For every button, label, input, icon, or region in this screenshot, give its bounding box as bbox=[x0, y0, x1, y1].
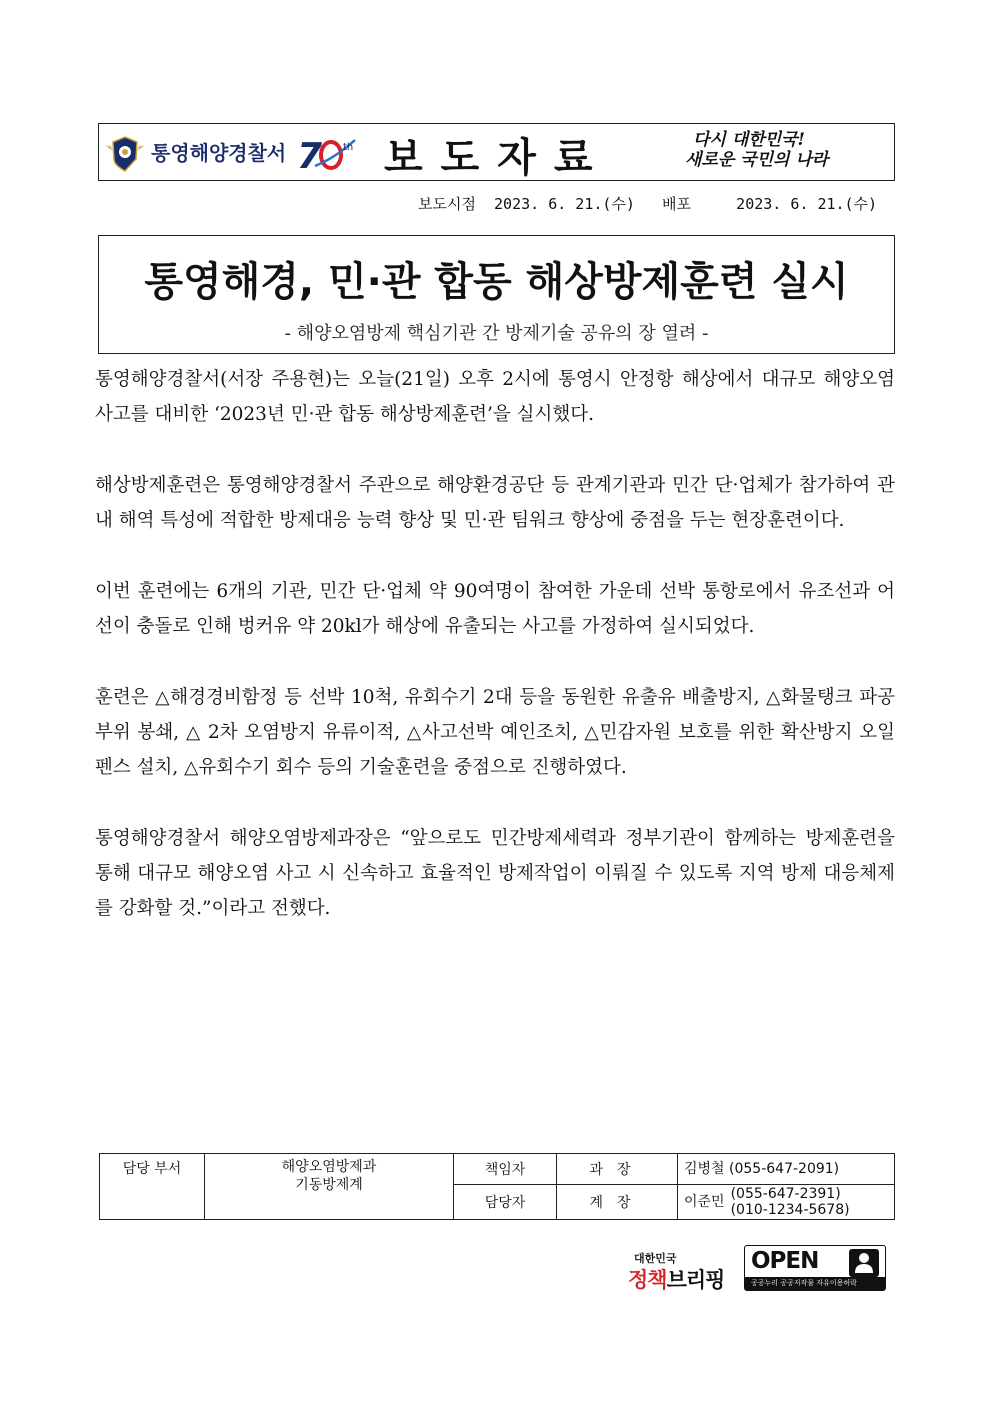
briefing-small-label: 대한민국 bbox=[634, 1252, 677, 1265]
contact-table bbox=[99, 1153, 895, 1220]
paragraph-1: 통영해양경찰서(서장 주용현)는 오늘(21일) 오후 2시에 통영시 안정항 해상에서 대규모 해양오염 사고를 대비한 ‘2023년 민·관 합동 해상방제훈련’을 실시했다. bbox=[95, 369, 895, 425]
slogan bbox=[671, 130, 861, 176]
open-license-badge bbox=[744, 1245, 886, 1291]
role-responsible: 책임자 bbox=[454, 1154, 557, 1185]
contact-2-phone-1: (055-647-2391) bbox=[730, 1186, 841, 1202]
role-contact: 담당자 bbox=[454, 1185, 557, 1220]
coast-guard-emblem-icon bbox=[103, 131, 147, 175]
slogan-line-1: 다시 대한민국! bbox=[693, 130, 805, 150]
headline: 통영해경, 민·관 합동 해상방제훈련 실시 bbox=[144, 259, 849, 305]
svg-text:7: 7 bbox=[297, 136, 323, 177]
contact-2-name: 이준민 bbox=[684, 1194, 725, 1210]
briefing-title bbox=[628, 1264, 736, 1294]
briefing-black: 브리핑 bbox=[666, 1268, 725, 1292]
agency-name: 통영해양경찰서 bbox=[151, 141, 287, 165]
paragraph-3: 이번 훈련에는 6개의 기관, 민간 단·업체 약 90여명이 참여한 가운데 선박 통항로에서 유조선과 어선이 충돌로 인해 벙커유 약 20kl가 해상에 유출되는 사고를 가정하여 실시되었다. bbox=[95, 581, 895, 637]
person-icon bbox=[849, 1249, 879, 1277]
dept-label: 담당 부서 bbox=[100, 1154, 205, 1220]
open-license-text: 공공누리 공공저작물 자유이용허락 bbox=[745, 1277, 885, 1290]
release-date-line: 보도시점 2023. 6. 21.(수) 배포 2023. 6. 21.(수) bbox=[418, 195, 878, 213]
subheadline: - 해양오염방제 핵심기관 간 방제기술 공유의 장 열려 - bbox=[284, 323, 709, 344]
title-box bbox=[98, 235, 895, 354]
contact-2-phone-2: (010-1234-5678) bbox=[730, 1202, 850, 1218]
policy-briefing-logo bbox=[628, 1250, 736, 1290]
dept-name bbox=[205, 1154, 454, 1220]
paragraph-4: 훈련은 △해경경비함정 등 선박 10척, 유회수기 2대 등을 동원한 유출유 배출방지, △화물탱크 파공부위 봉쇄, △ 2차 오염방지 유류이적, △사고선박 예인조치, △민감자원 보호를 위한 확산방지 오일펜스 설치, △유회수기 회수 등의 기술훈련을 중점으로 진행하였다. bbox=[95, 687, 895, 778]
dept-name-line-1: 해양오염방제과 bbox=[281, 1159, 377, 1175]
position-1: 과장 bbox=[557, 1154, 678, 1185]
position-2: 계장 bbox=[557, 1185, 678, 1220]
press-header bbox=[98, 123, 895, 181]
press-release-title: 보도자료 bbox=[384, 135, 611, 181]
table-row bbox=[100, 1154, 895, 1185]
contact-1: 김병철 (055-647-2091) bbox=[678, 1154, 895, 1185]
70th-anniversary-logo-icon bbox=[295, 128, 361, 178]
paragraph-2: 해상방제훈련은 통영해양경찰서 주관으로 해양환경공단 등 관계기관과 민간 단·업체가 참가하여 관내 해역 특성에 적합한 방제대응 능력 향상 및 민·관 팀워크 향상에 중점을 두는 현장훈련이다. bbox=[95, 475, 895, 531]
contact-2 bbox=[678, 1185, 895, 1220]
paragraph-5: 통영해양경찰서 해양오염방제과장은 “앞으로도 민간방제세력과 정부기관이 함께하는 방제훈련을 통해 대규모 해양오염 사고 시 신속하고 효율적인 방제작업이 이뤄질 수 있도록 지역 방제 대응체제를 강화할 것.”이라고 전했다. bbox=[95, 828, 895, 919]
open-label: OPEN bbox=[751, 1248, 819, 1274]
article-body bbox=[95, 362, 895, 962]
dept-name-line-2: 기동방제계 bbox=[295, 1177, 363, 1193]
svg-text:th: th bbox=[343, 142, 354, 153]
briefing-red: 정책 bbox=[628, 1268, 667, 1292]
slogan-line-2: 새로운 국민의 나라 bbox=[685, 150, 829, 170]
